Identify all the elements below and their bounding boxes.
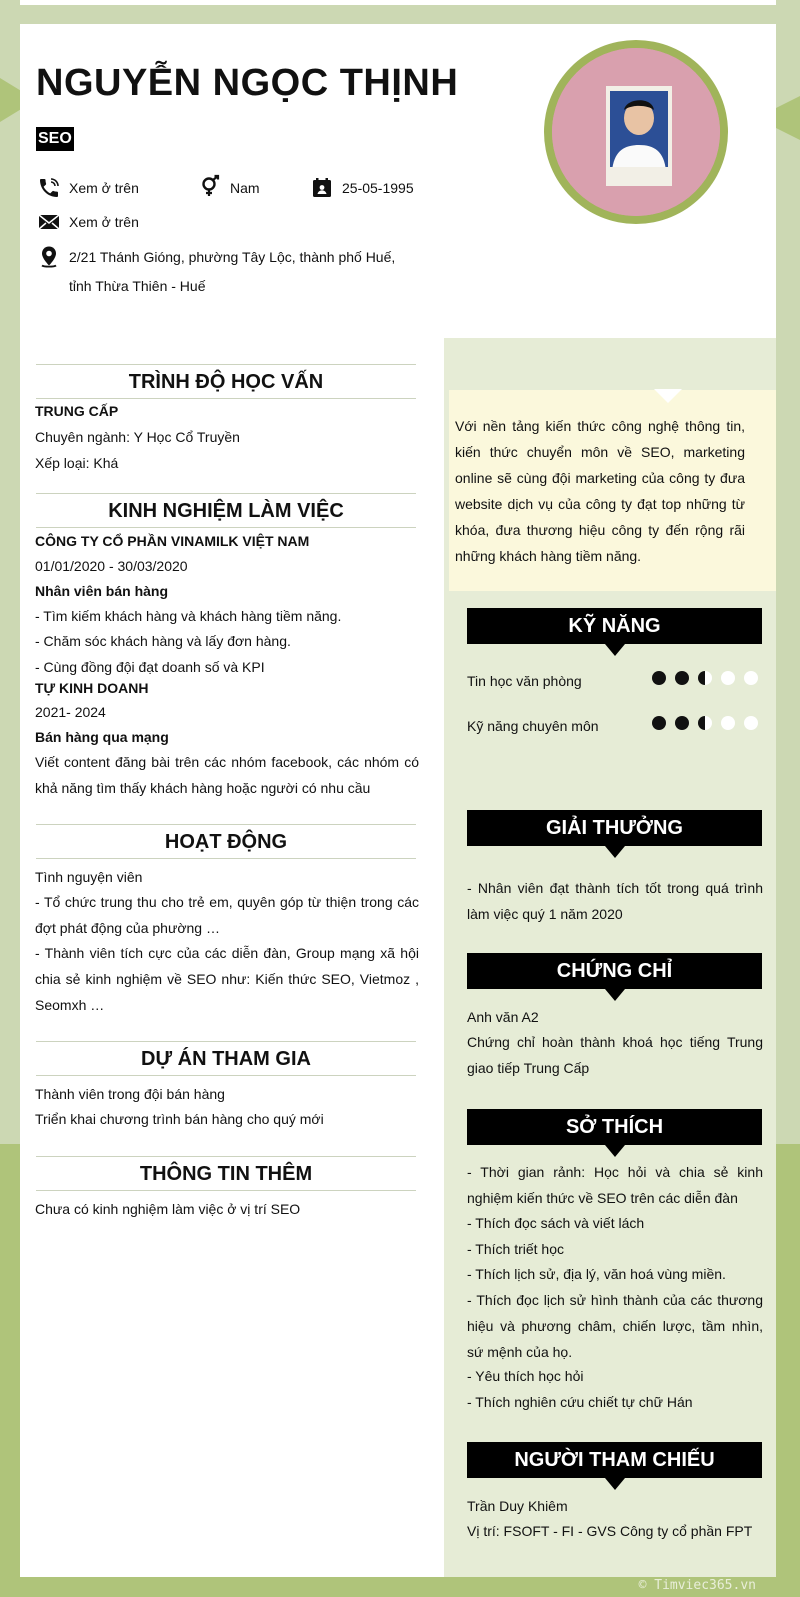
rating-dot xyxy=(675,671,689,685)
education-major: Chuyên ngành: Y Học Cổ Truyền xyxy=(35,429,240,445)
top-paper-strip xyxy=(20,0,776,5)
references-heading-label: NGƯỜI THAM CHIẾU xyxy=(514,1449,715,1471)
summary-notch xyxy=(654,389,682,403)
address-line-2: tỉnh Thừa Thiên - Huế xyxy=(69,278,206,294)
rating-dot xyxy=(652,716,666,730)
rating-dot xyxy=(744,671,758,685)
rating-dot xyxy=(721,671,735,685)
skill-rating xyxy=(652,715,764,731)
additional-info-text: Chưa có kinh nghiệm làm việc ở vị trí SEO xyxy=(35,1201,301,1217)
skill-rating xyxy=(652,670,764,686)
activity-item: - Tổ chức trung thu cho trẻ em, quyên góp từ thiện trong các đợt phát động của phường … xyxy=(35,894,419,936)
rating-dot xyxy=(744,716,758,730)
job-detail: - Chăm sóc khách hàng và lấy đơn hàng. xyxy=(35,633,291,649)
watermark: © Timviec365.vn xyxy=(638,1578,756,1593)
job-title: Bán hàng qua mạng xyxy=(35,729,169,745)
hobby-item: - Thích nghiên cứu chiết tự chữ Hán xyxy=(467,1394,693,1410)
activities-heading: HOẠT ĐỘNG xyxy=(36,824,416,859)
rating-dot xyxy=(675,716,689,730)
job-company: TỰ KINH DOANH xyxy=(35,680,149,696)
phone-value: Xem ở trên xyxy=(69,180,139,196)
reference-name: Trần Duy Khiêm xyxy=(467,1498,568,1514)
gender-icon xyxy=(199,174,223,198)
hobby-item: - Yêu thích học hỏi xyxy=(467,1368,584,1384)
hobbies-heading-label: SỞ THÍCH xyxy=(565,1116,664,1138)
certificate-item: Chứng chỉ hoàn thành khoá học tiếng Trung giao tiếp Trung Cấp xyxy=(467,1034,763,1076)
rating-dot xyxy=(721,716,735,730)
activity-item: - Thành viên tích cực của các diễn đàn, Group mạng xã hội chia sẻ kinh nghiệm về SEO như: Kiến thức SEO, Vietmoz , Seomxh … xyxy=(35,945,419,1013)
hobby-item: - Thích lịch sử, địa lý, văn hoá vùng miền. xyxy=(467,1266,726,1282)
hobby-item: - Thích triết học xyxy=(467,1241,565,1257)
job-detail: - Cùng đồng đội đạt doanh số và KPI xyxy=(35,659,265,675)
career-summary-text: Với nền tảng kiến thức công nghệ thông tin, kiến thức chuyển môn về SEO, marketing online sẽ cùng đội marketing của công ty đưa website dịch vụ của công ty đạt top những từ khóa, đưa thương hiệu công ty đến rộng rãi những khách hàng tiềm năng. xyxy=(455,418,745,564)
calendar-icon xyxy=(310,176,334,200)
job-detail: Viết content đăng bài trên các nhóm facebook, các nhóm có khả năng tìm thấy khách hàng hoặc người có nhu cầu xyxy=(35,754,419,796)
project-item: Thành viên trong đội bán hàng xyxy=(35,1086,225,1102)
education-level: TRUNG CẤP xyxy=(35,403,119,419)
award-item: - Nhân viên đạt thành tích tốt trong quá trình làm việc quý 1 năm 2020 xyxy=(467,880,763,922)
awards-heading xyxy=(467,810,762,846)
experience-heading: KINH NGHIỆM LÀM VIỆC xyxy=(36,493,416,528)
skills-heading-label: KỸ NĂNG xyxy=(568,615,661,637)
job-period: 01/01/2020 - 30/03/2020 xyxy=(35,558,188,574)
position-badge: SEO xyxy=(36,127,74,151)
certificates-heading xyxy=(467,953,762,989)
email-value: Xem ở trên xyxy=(69,214,139,230)
job-company: CÔNG TY CỔ PHẦN VINAMILK VIỆT NAM xyxy=(35,533,310,549)
project-item: Triển khai chương trình bán hàng cho quý mới xyxy=(35,1111,324,1127)
profile-photo-frame xyxy=(544,40,728,224)
envelope-icon xyxy=(37,210,61,234)
skills-heading xyxy=(467,608,762,644)
certificates-heading-label: CHỨNG CHỈ xyxy=(556,960,673,982)
location-pin-icon xyxy=(37,245,61,269)
additional-info-heading: THÔNG TIN THÊM xyxy=(36,1156,416,1191)
job-title: Nhân viên bán hàng xyxy=(35,583,169,599)
skill-name: Kỹ năng chuyên môn xyxy=(467,718,599,734)
education-grade: Xếp loại: Khá xyxy=(35,455,119,471)
projects-heading: DỰ ÁN THAM GIA xyxy=(36,1041,416,1076)
hobbies-heading xyxy=(467,1109,762,1145)
rating-dot xyxy=(698,671,712,685)
birthday-value: 25-05-1995 xyxy=(342,180,414,196)
reference-position: Vị trí: FSOFT - FI - GVS Công ty cổ phần FPT xyxy=(467,1523,753,1539)
skill-name: Tin học văn phòng xyxy=(467,673,582,689)
gender-value: Nam xyxy=(230,180,260,196)
hobby-item: - Thích đọc sách và viết lách xyxy=(467,1215,645,1231)
references-heading xyxy=(467,1442,762,1478)
job-detail: - Tìm kiếm khách hàng và khách hàng tiềm năng. xyxy=(35,608,342,624)
profile-photo xyxy=(552,48,720,216)
candidate-name: NGUYỄN NGỌC THỊNH xyxy=(36,62,459,104)
job-period: 2021- 2024 xyxy=(35,704,106,720)
rating-dot xyxy=(698,716,712,730)
activity-item: Tình nguyện viên xyxy=(35,869,143,885)
address-line-1: 2/21 Thánh Gióng, phường Tây Lộc, thành phố Huế, xyxy=(69,249,396,265)
hobby-item: - Thích đọc lịch sử hình thành của các thương hiệu và phương châm, chiến lược, tầm nhìn, sứ mệnh của họ. xyxy=(467,1292,763,1360)
hobby-item: - Thời gian rảnh: Học hỏi và chia sẻ kinh nghiệm kiến thức về SEO trên các diễn đàn xyxy=(467,1164,763,1206)
education-heading: TRÌNH ĐỘ HỌC VẤN xyxy=(36,364,416,399)
certificate-item: Anh văn A2 xyxy=(467,1009,539,1025)
awards-heading-label: GIẢI THƯỞNG xyxy=(546,817,683,839)
phone-icon xyxy=(37,176,61,200)
portrait-image xyxy=(552,48,720,216)
rating-dot xyxy=(652,671,666,685)
